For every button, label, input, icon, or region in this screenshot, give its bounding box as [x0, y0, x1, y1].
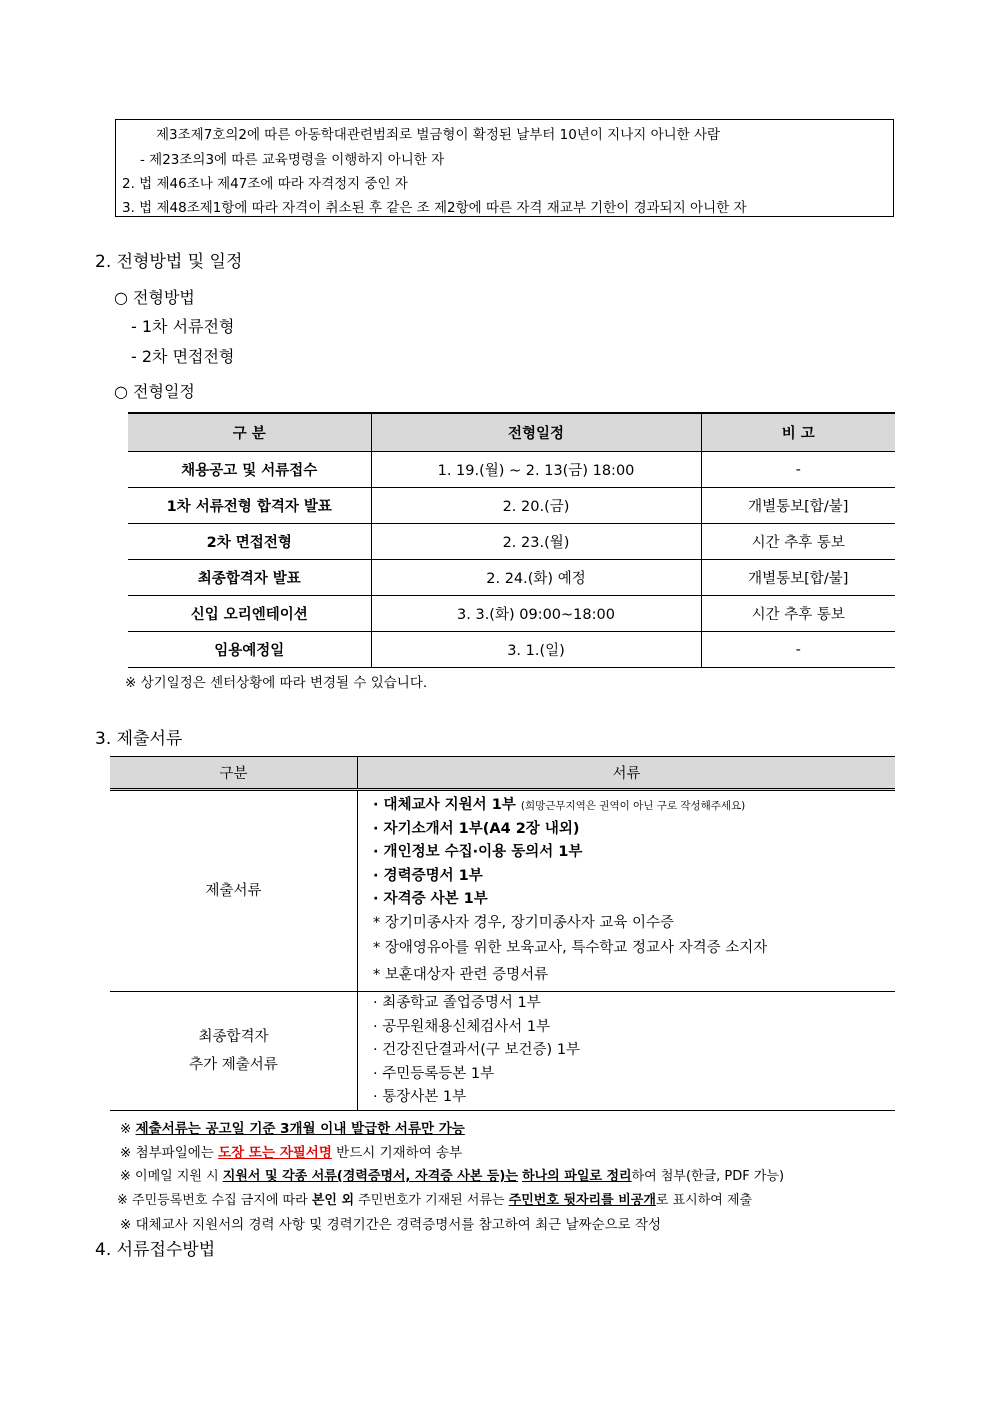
schedule-cell-date: 2. 23.(월) — [371, 524, 701, 560]
schedule-cell-category: 임용예정일 — [128, 632, 371, 668]
documents-header-docs: 서류 — [358, 757, 896, 790]
note-1-emphasis: 제출서류는 공고일 기준 3개월 이내 발급한 서류만 가능 — [135, 1121, 465, 1137]
note-3-emphasis-2: 하나의 파일로 정리 — [522, 1169, 632, 1184]
table-row — [110, 790, 895, 992]
method-item-1: - 1차 서류전형 — [131, 317, 235, 336]
list-item: · 최종학교 졸업증명서 1부 — [373, 995, 541, 1012]
list-item: · 경력증명서 1부 — [373, 867, 483, 884]
note-3-emphasis-1: 지원서 및 각종 서류(경력증명서, 자격증 사본 등)는 — [222, 1169, 518, 1184]
note-5: ※ 대체교사 지원서의 경력 사항 및 경력기간은 경력증명서를 참고하여 최근 날짜순으로 작성 — [120, 1217, 662, 1233]
schedule-cell-date: 2. 24.(화) 예정 — [371, 560, 701, 596]
list-item: * 장기미종사자 경우, 장기미종사자 교육 이수증 — [373, 914, 675, 931]
schedule-heading: ○ 전형일정 — [114, 382, 195, 401]
documents-category: 제출서류 — [110, 790, 358, 992]
section-2-title: 2. 전형방법 및 일정 — [95, 252, 243, 272]
documents-header-category: 구분 — [110, 757, 358, 790]
box-line-2: - 제23조의3에 따른 교육명령을 이행하지 아니한 자 — [140, 152, 445, 168]
table-row — [128, 452, 895, 488]
schedule-cell-category: 신입 오리엔테이션 — [128, 596, 371, 632]
list-item: · 개인정보 수집·이용 동의서 1부 — [373, 844, 583, 860]
schedule-cell-remark: - — [701, 452, 895, 488]
schedule-cell-remark: 개별통보[합/불] — [701, 488, 895, 524]
schedule-table — [128, 412, 895, 668]
note-2-emphasis: 도장 또는 자필서명 — [218, 1145, 332, 1161]
schedule-cell-date: 3. 1.(일) — [371, 632, 701, 668]
schedule-cell-remark: 시간 추후 통보 — [701, 524, 895, 560]
list-item: · 주민등록등본 1부 — [373, 1065, 495, 1082]
schedule-cell-date: 3. 3.(화) 09:00~18:00 — [371, 596, 701, 632]
list-item: · 자격증 사본 1부 — [373, 891, 488, 907]
schedule-cell-category: 2차 면접전형 — [128, 524, 371, 560]
note-2: ※ 첨부파일에는 도장 또는 자필서명 반드시 기재하여 송부 — [120, 1145, 463, 1161]
note-1: ※ 제출서류는 공고일 기준 3개월 이내 발급한 서류만 가능 — [120, 1121, 465, 1137]
list-item: · 자기소개서 1부(A4 2장 내외) — [373, 820, 580, 837]
schedule-cell-date: 2. 20.(금) — [371, 488, 701, 524]
note-4-bold: 본인 외 — [311, 1193, 355, 1208]
table-row — [128, 596, 895, 632]
documents-category — [110, 992, 358, 1111]
documents-table — [110, 756, 895, 1111]
schedule-header-row — [128, 413, 895, 452]
table-row — [128, 560, 895, 596]
schedule-cell-category: 채용공고 및 서류접수 — [128, 452, 371, 488]
note-3: ※ 이메일 지원 시 지원서 및 각종 서류(경력증명서, 자격증 사본 등)는 하나의 파일로 정리하여 첨부(한글, PDF 가능) — [120, 1169, 785, 1184]
schedule-header-category: 구 분 — [128, 413, 371, 452]
schedule-cell-date: 1. 19.(월) ~ 2. 13(금) 18:00 — [371, 452, 701, 488]
box-line-1: 제3조제7호의2에 따른 아동학대관련범죄로 벌금형이 확정된 날부터 10년이 지나지 아니한 사람 — [156, 127, 721, 143]
method-item-2: - 2차 면접전형 — [131, 347, 235, 366]
schedule-cell-remark: 개별통보[합/불] — [701, 560, 895, 596]
box-line-3: 2. 법 제46조나 제47조에 따라 자격정지 중인 자 — [122, 176, 408, 192]
list-item: · 대체교사 지원서 1부 (희망근무지역은 권역이 아닌 구로 작성해주세요) — [373, 797, 746, 813]
documents-list — [358, 992, 896, 1111]
schedule-cell-category: 최종합격자 발표 — [128, 560, 371, 596]
table-row — [110, 992, 895, 1111]
note-4: ※ 주민등록번호 수집 금지에 따라 본인 외 주민번호가 기재된 서류는 주민번호 뒷자리를 비공개로 표시하여 제출 — [117, 1193, 753, 1208]
documents-category-line-2: 추가 제출서류 — [189, 1057, 278, 1073]
box-line-4: 3. 법 제48조제1항에 따라 자격이 취소된 후 같은 조 제2항에 따른 자격 재교부 기한이 경과되지 아니한 자 — [122, 200, 747, 216]
section-4-title: 4. 서류접수방법 — [95, 1240, 216, 1260]
schedule-cell-remark: 시간 추후 통보 — [701, 596, 895, 632]
schedule-note: ※ 상기일정은 센터상황에 따라 변경될 수 있습니다. — [125, 675, 428, 691]
schedule-cell-category: 1차 서류전형 합격자 발표 — [128, 488, 371, 524]
table-row — [128, 524, 895, 560]
table-row — [128, 632, 895, 668]
method-heading: ○ 전형방법 — [114, 288, 195, 307]
list-item: · 통장사본 1부 — [373, 1089, 467, 1106]
table-row — [128, 488, 895, 524]
documents-list — [358, 790, 896, 992]
list-item: · 건강진단결과서(구 보건증) 1부 — [373, 1042, 581, 1059]
list-item: · 공무원채용신체검사서 1부 — [373, 1018, 551, 1035]
schedule-header-date: 전형일정 — [371, 413, 701, 452]
schedule-cell-remark: - — [701, 632, 895, 668]
list-item-note: (희망근무지역은 권역이 아닌 구로 작성해주세요) — [520, 800, 746, 812]
schedule-header-remark: 비 고 — [701, 413, 895, 452]
documents-category-line-1: 최종합격자 — [198, 1029, 269, 1045]
note-4-emphasis: 주민번호 뒷자리를 비공개 — [508, 1193, 656, 1208]
list-item: * 보훈대상자 관련 증명서류 — [373, 967, 549, 983]
disqualification-box — [115, 119, 894, 217]
documents-header-row — [110, 757, 895, 790]
list-item: * 장애영유아를 위한 보육교사, 특수학교 정교사 자격증 소지자 — [373, 940, 768, 956]
section-3-title: 3. 제출서류 — [95, 729, 183, 749]
